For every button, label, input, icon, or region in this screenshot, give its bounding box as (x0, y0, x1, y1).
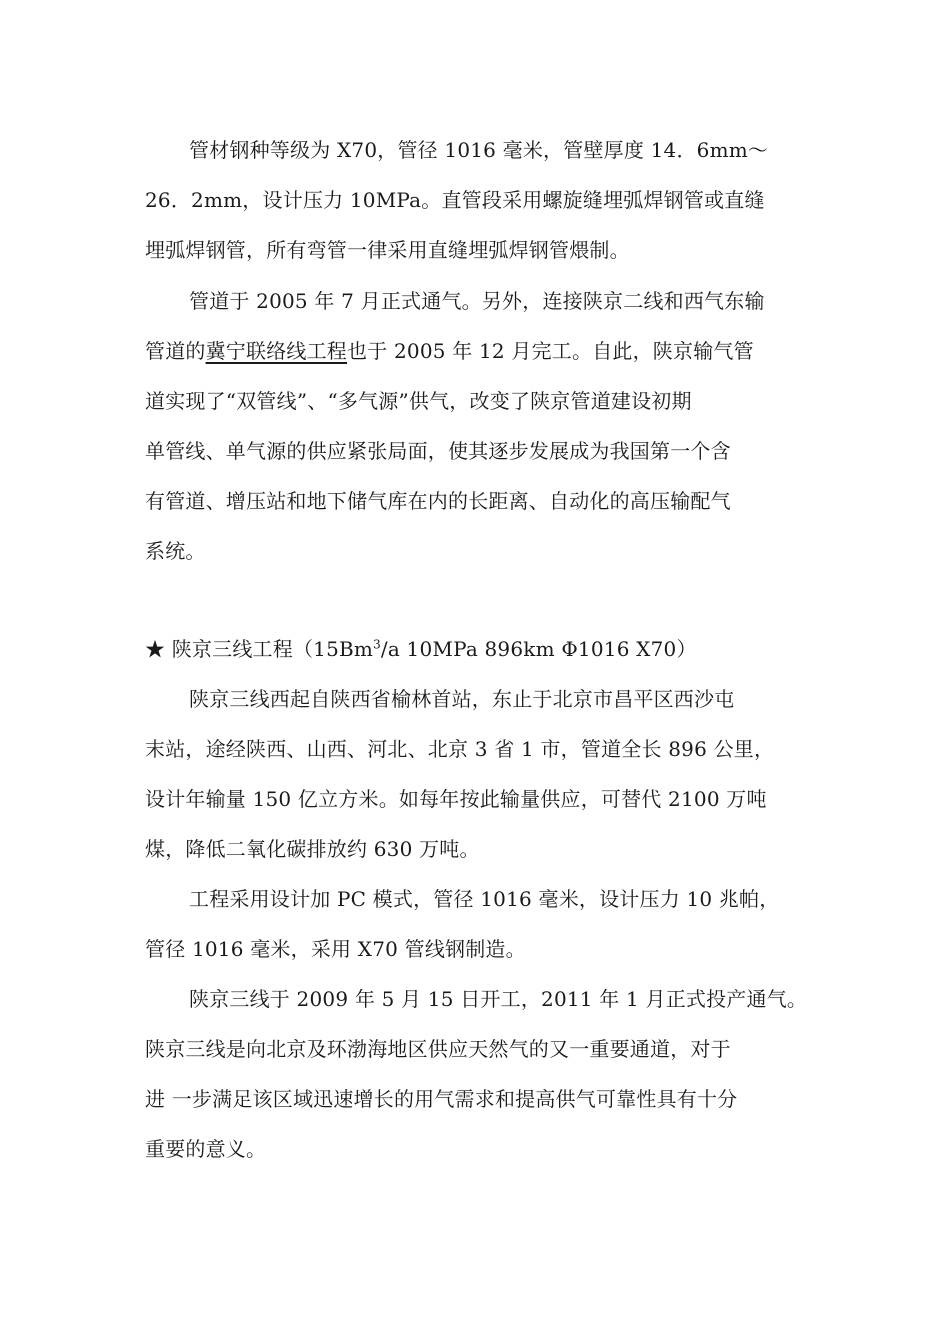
paragraph-2-line-3: 道实现了“双管线”、“多气源”供气，改变了陕京管道建设初期 (145, 389, 692, 413)
heading-superscript: 3 (373, 637, 381, 652)
heading-title: 陕京三线工程（15Bm (165, 637, 374, 661)
paragraph-5-line-4: 重要的意义。 (145, 1137, 267, 1161)
paragraph-2-line-2-end: 也于 2005 年 12 月完工。自此，陕京输气管 (347, 339, 754, 363)
paragraph-4-line-2: 管径 1016 毫米，采用 X70 管线钢制造。 (145, 937, 526, 961)
section-heading (145, 634, 835, 664)
paragraph-2-line-1: 管道于 2005 年 7 月正式通气。另外，连接陕京二线和西气东输 (189, 289, 765, 313)
paragraph-3-line-1: 陕京三线西起自陕西省榆林首站，东止于北京市昌平区西沙屯 (189, 687, 735, 711)
paragraph-5-line-2: 陕京三线是向北京及环渤海地区供应天然气的又一重要通道，对于 (145, 1037, 731, 1061)
paragraph-3-line-2: 末站，途经陕西、山西、河北、北京 3 省 1 市，管道全长 896 公里， (145, 737, 775, 761)
paragraph-2-line-2 (145, 336, 835, 366)
jining-link[interactable]: 冀宁联络线工程 (205, 339, 348, 363)
paragraph-2-line-5: 有管道、增压站和地下储气库在内的长距离、自动化的高压输配气 (145, 489, 731, 513)
paragraph-5-line-1: 陕京三线于 2009 年 5 月 15 日开工，2011 年 1 月正式投产通气。 (189, 987, 808, 1011)
paragraph-3-line-4: 煤，降低二氧化碳排放约 630 万吨。 (145, 837, 480, 861)
paragraph-1-line-2: 26．2mm，设计压力 10MPa。直管段采用螺旋缝埋弧焊钢管或直缝 (145, 188, 765, 212)
paragraph-2-line-4: 单管线、单气源的供应紧张局面，使其逐步发展成为我国第一个含 (145, 439, 731, 463)
heading-title-rest: /a 10MPa 896km Φ1016 X70） (380, 637, 697, 661)
paragraph-2-line-6: 系统。 (145, 539, 206, 563)
star-icon: ★ (145, 637, 166, 661)
paragraph-1-line-3: 埋弧焊钢管，所有弯管一律采用直缝埋弧焊钢管煨制。 (145, 238, 630, 262)
paragraph-2-line-2-start: 管道的 (145, 339, 206, 363)
paragraph-3-line-3: 设计年输量 150 亿立方米。如每年按此输量供应，可替代 2100 万吨 (145, 787, 767, 811)
paragraph-4-line-1: 工程采用设计加 PC 模式，管径 1016 毫米，设计压力 10 兆帕， (189, 887, 780, 911)
paragraph-5-line-3: 进 一步满足该区域迅速增长的用气需求和提高供气可靠性具有十分 (145, 1087, 738, 1111)
paragraph-1-line-1: 管材钢种等级为 X70，管径 1016 毫米，管壁厚度 14．6mm～ (189, 138, 769, 162)
